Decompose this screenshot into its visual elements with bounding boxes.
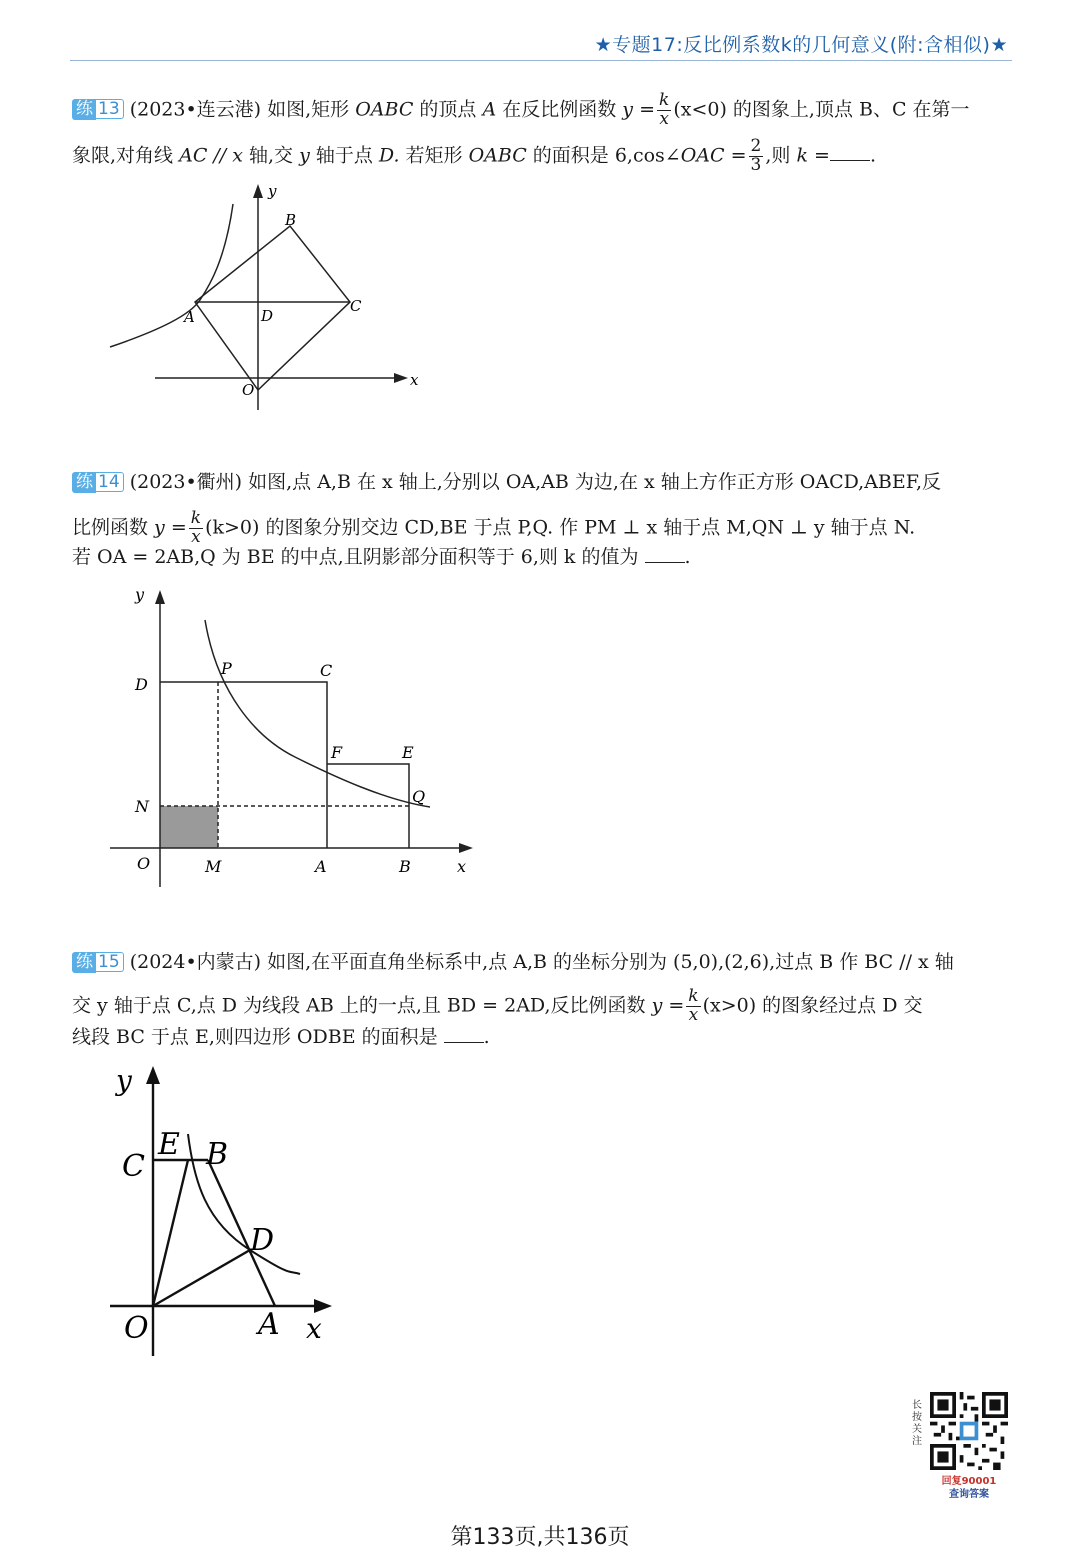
qr-caption-reply: 回复90001 [941, 1476, 997, 1487]
problem-15-line-1: 练 15 (2024•内蒙古) 如图,在平面直角坐标系中,点 A,B 的坐标分别为 (5,0),(2,6),过点 B 作 BC // x 轴 [72, 952, 954, 973]
qr-caption-query: 查询答案 [949, 1489, 989, 1500]
page-number-footer: 第133页,共136页 [450, 1525, 630, 1550]
figure-14 [105, 582, 485, 892]
label-y: y [268, 182, 277, 200]
problem-14-line-2: 比例函数 y = $\frac{k}{x}$ (k>0) 的图象分别交边 CD,BE 于点 P,Q. 作 PM ⊥ x 轴于点 M,QN ⊥ y 轴于点 N. [72, 508, 916, 547]
hyperbola-curve [110, 204, 233, 347]
answer-blank [444, 1028, 484, 1043]
problem-source: (2023• [129, 471, 197, 493]
x-axis-arrow [314, 1299, 332, 1313]
fraction-k-over-x: $\frac{k}{x}$ [659, 90, 670, 129]
label-D: D [261, 307, 274, 325]
label-B: B [285, 211, 297, 229]
problem-15-line-3: 线段 BC 于点 E,则四边形 ODBE 的面积是 . [72, 1026, 490, 1048]
qr-block[interactable] [912, 1390, 1012, 1500]
x-axis-arrow [459, 843, 473, 853]
label-x: x [306, 1312, 322, 1345]
label-x: x [410, 371, 419, 389]
problem-13-line-2: 象限,对角线 AC // x 轴,交 y 轴于点 D. 若矩形 OABC 的面积是 6,cos∠OAC = $\frac{2}{3}$ ,则 k = . [72, 136, 876, 175]
label-x: x [457, 857, 467, 876]
label-D: D [135, 675, 148, 694]
page-header-title: ★专题17:反比例系数k的几何意义(附:含相似)★ [594, 34, 1008, 56]
problem-15-line-2: 交 y 轴于点 C,点 D 为线段 AB 上的一点,且 BD = 2AD,反比例函数 y = $\frac{k}{x}$ (x>0) 的图象经过点 D 交 [72, 986, 923, 1025]
label-y: y [135, 585, 145, 604]
answer-blank [645, 548, 685, 563]
hyperbola-curve [205, 620, 430, 807]
label-B: B [399, 857, 411, 876]
label-y: y [116, 1064, 132, 1097]
problem-region: 衢州) [196, 471, 243, 493]
y-axis-arrow [253, 184, 263, 198]
x-axis-arrow [394, 373, 408, 383]
label-O: O [242, 381, 255, 399]
label-C: C [350, 297, 362, 315]
header-divider [70, 60, 1012, 61]
problem-14-line-1: 练 14 (2023•衢州) 如图,点 A,B 在 x 轴上,分别以 OA,AB 为边,在 x 轴上方作正方形 OACD,ABEF,反 [72, 472, 941, 493]
label-A: A [315, 857, 327, 876]
label-C: C [122, 1149, 145, 1184]
y-axis-arrow [155, 590, 165, 604]
problem-tag: 练 13 [72, 99, 124, 120]
problem-source: (2024• [129, 951, 197, 973]
fraction-k-over-x: $\frac{k}{x}$ [190, 508, 202, 547]
y-axis-arrow [146, 1066, 160, 1084]
problem-tag: 练 15 [72, 952, 124, 973]
figure-13 [100, 180, 440, 415]
label-D: D [250, 1223, 275, 1258]
figure-15 [108, 1062, 348, 1362]
problem-tag: 练 14 [72, 472, 124, 493]
label-O: O [137, 854, 151, 873]
shaded-region [160, 806, 218, 848]
label-F: F [331, 743, 343, 762]
problem-source: (2023• [129, 98, 197, 121]
label-E: E [158, 1127, 180, 1162]
fraction-k-over-x: $\frac{k}{x}$ [688, 986, 699, 1025]
problem-region: 内蒙古) [196, 951, 262, 973]
label-M: M [205, 857, 222, 876]
fraction-two-thirds: $\frac{2}{3}$ [750, 136, 762, 175]
problem-13-line-1: 练 13 (2023•连云港) 如图,矩形 OABC 的顶点 A 在反比例函数 y = $\frac{k}{x}$ (x<0) 的图象上,顶点 B、C 在第一 [72, 92, 970, 129]
problem-14-line-3: 若 OA = 2AB,Q 为 BE 的中点,且阴影部分面积等于 6,则 k 的值为 . [72, 546, 691, 568]
label-O: O [124, 1311, 149, 1346]
problem-region: 连云港) [196, 98, 262, 121]
segment-OD [153, 1250, 250, 1306]
label-E: E [402, 743, 414, 762]
label-A: A [258, 1307, 280, 1342]
square-ABEF [327, 764, 409, 848]
qr-side-text: 长按关注 [912, 1400, 922, 1447]
label-P: P [221, 659, 232, 678]
label-A: A [184, 308, 195, 326]
segment-OE [153, 1160, 188, 1306]
label-B: B [206, 1137, 229, 1172]
answer-blank [830, 146, 870, 161]
label-Q: Q [412, 787, 426, 806]
label-N: N [135, 797, 149, 816]
qr-code-icon[interactable] [930, 1392, 1008, 1470]
label-C: C [320, 661, 333, 680]
